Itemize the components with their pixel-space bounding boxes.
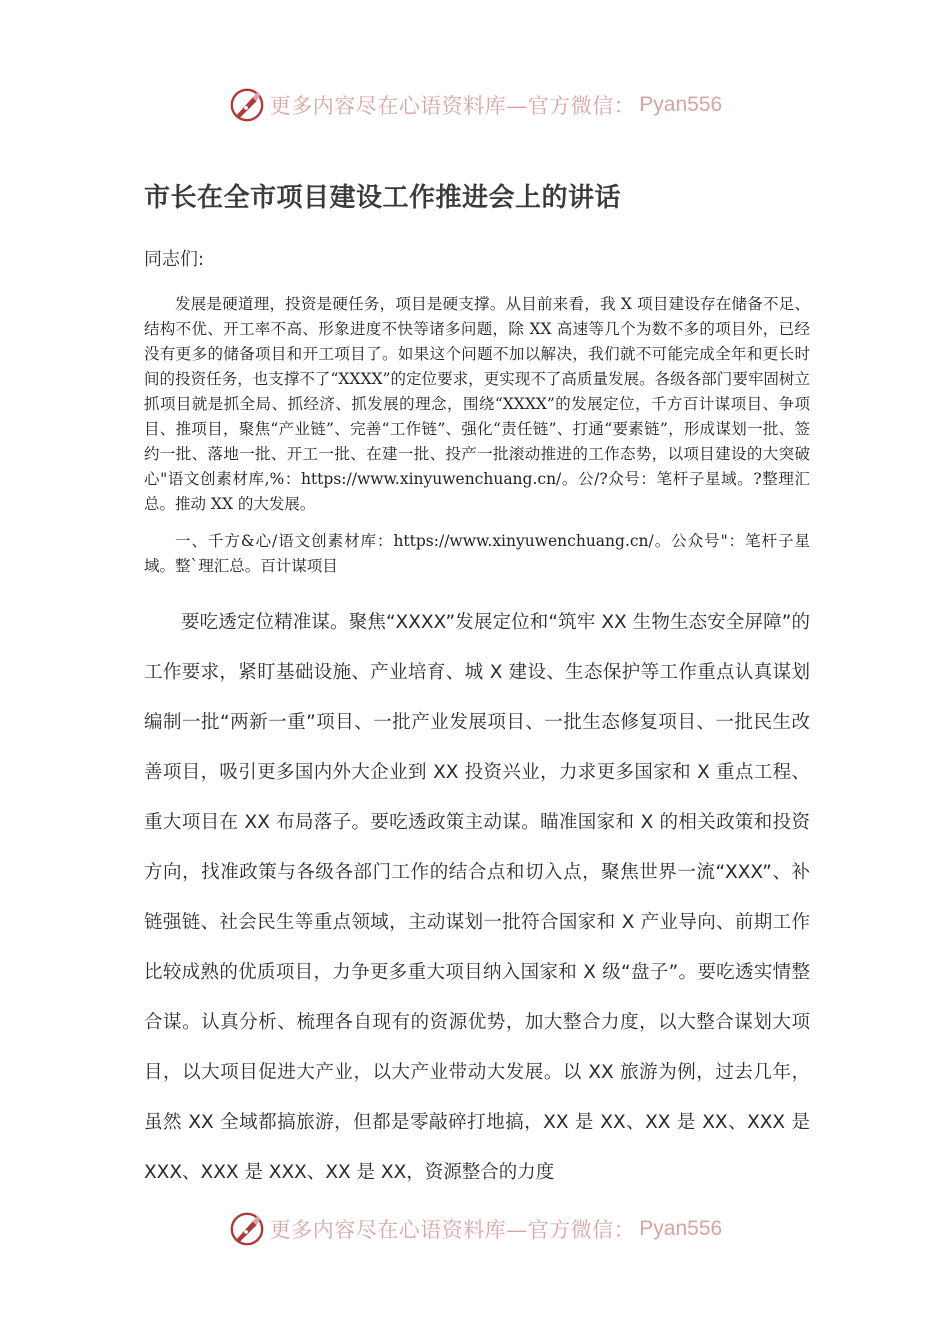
banner-wechat-id: Pyan556 xyxy=(639,1217,723,1240)
banner-text: 更多内容尽在心语资料库—官方微信： xyxy=(269,1218,636,1242)
paragraph-section-heading: 一、千方&心/语文创素材库：https://www.xinyuwenchuang.cn/。公众号"：笔杆子星域。整`理汇总。百计谋项目 xyxy=(144,532,810,575)
document-title: 市长在全市项目建设工作推进会上的讲话 xyxy=(144,183,622,213)
pen-nib-logo-icon xyxy=(228,86,266,124)
paragraph-body: 要吃透定位精准谋。聚焦“XXXX”发展定位和“筑牢 XX 生物生态安全屏障”的工作要求，紧盯基础设施、产业培育、城 X 建设、生态保护等工作重点认真谋划编制一批“两新一重”项目、一批产业发展项目、一批生态修复项目、一批民生改善项目，吸引更多国内外大企业到 XX 投资兴业，力求更多国家和 X 重点工程、重大项目在 XX 布局落子。要吃透政策主动谋。瞄准国家和 X 的相关政策和投资方向，找准政策与各级各部门工作的结合点和切入点，聚焦世界一流“XXX”、补链强链、社会民生等重点领域，主动谋划一批符合国家和 X 产业导向、前期工作比较成熟的优质项目，力争更多重大项目纳入国家和 X 级“盘子”。要吃透实情整合谋。认真分析、梳理各自现有的资源优势，加大整合力度，以大整合谋划大项目，以大项目促进大产业，以大产业带动大发展。以 XX 旅游为例，过去几年，虽然 XX 全域都搞旅游，但都是零敲碎打地搞，XX 是 XX、XX 是 XX、XXX 是 XXX、XXX 是 XXX、XX 是 XX，资源整合的力度 xyxy=(144,612,810,1183)
footer-watermark-banner xyxy=(0,1208,950,1250)
paragraph-intro: 发展是硬道理，投资是硬任务，项目是硬支撑。从目前来看，我 X 项目建设存在储备不足、结构不优、开工率不高、形象进度不快等诸多问题，除 XX 高速等几个为数不多的项目外，已经没有更多的储备项目和开工项目了。如果这个问题不加以解决，我们就不可能完成全年和更长时间的投资任务，也支撑不了“XXXX”的定位要求，更实现不了高质量发展。各级各部门要牢固树立抓项目就是抓全局、抓经济、抓发展的理念，围绕“XXXX”的发展定位，千方百计谋项目、争项目、推项目，聚焦“产业链”、完善“工作链”、强化“责任链”、打通“要素链”，形成谋划一批、签约一批、落地一批、开工一批、在建一批、投产一批滚动推进的工作态势，以项目建设的大突破心"语文创素材库,%：https://www.xinyuwenchuang.cn/。公/?众号：笔杆子星域。?整理汇总。推动 XX 的大发展。 xyxy=(144,295,810,513)
banner-text: 更多内容尽在心语资料库—官方微信： xyxy=(269,94,636,118)
banner-wechat-id: Pyan556 xyxy=(639,93,723,116)
greeting: 同志们: xyxy=(144,249,205,270)
pen-nib-logo-icon xyxy=(228,1210,266,1248)
header-watermark-banner xyxy=(0,84,950,126)
